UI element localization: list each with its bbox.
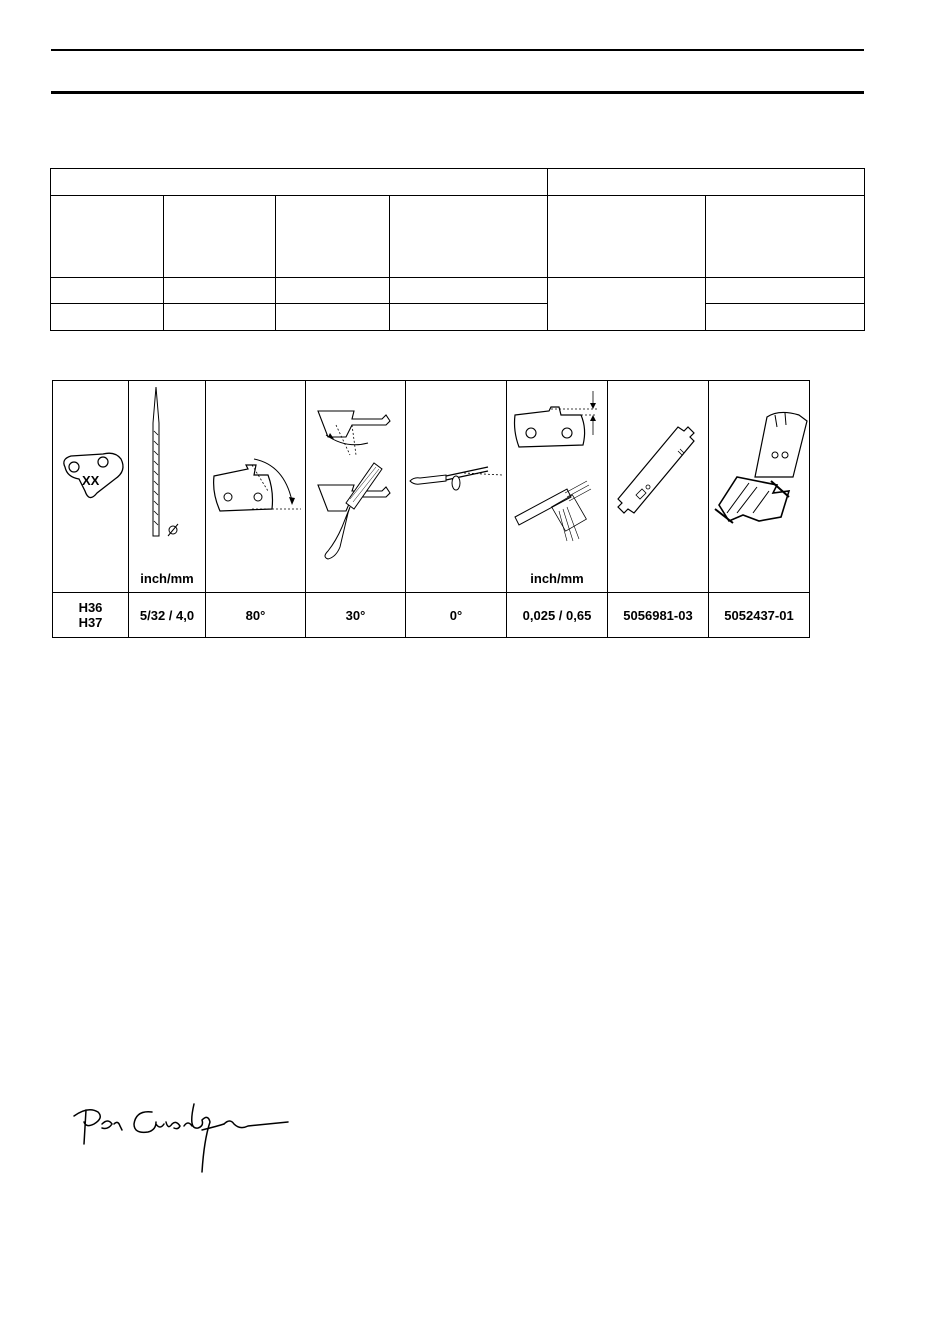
cutting-angle-cell	[406, 381, 507, 593]
spec-table-row	[51, 278, 865, 304]
side-plate-angle-cell	[306, 381, 406, 593]
spec-group-header-left	[51, 169, 548, 196]
spec-cell	[706, 304, 865, 331]
file-gauge-cell	[608, 381, 709, 593]
spec-col-header	[390, 196, 548, 278]
top-plate-angle-value: 80°	[206, 593, 306, 638]
round-file-icon	[129, 381, 206, 592]
spec-cell	[164, 304, 276, 331]
spec-cell	[706, 278, 865, 304]
depth-gauge-cell	[507, 381, 608, 593]
cutter-marking-label: XX	[82, 473, 100, 488]
spec-col-header	[51, 196, 164, 278]
chain-type-cell	[53, 593, 129, 638]
file-diameter-cell	[129, 381, 206, 593]
depth-gauge-unit: inch/mm	[530, 571, 584, 586]
depth-gauge-value: 0,025 / 0,65	[507, 593, 608, 638]
cutter-marking-cell	[53, 381, 129, 593]
spec-cell	[276, 278, 390, 304]
top-plate-angle-icon	[206, 381, 306, 592]
top-plate-angle-cell	[206, 381, 306, 593]
spec-col-header	[706, 196, 865, 278]
spec-col-header	[548, 196, 706, 278]
bar-chain-spec-table	[50, 168, 865, 331]
header-rule-top	[51, 49, 864, 51]
file-holder-cell	[709, 381, 810, 593]
spec-col-header	[164, 196, 276, 278]
spec-table-group-header-row	[51, 169, 865, 196]
spec-cell	[390, 304, 548, 331]
sharpening-data-table	[52, 380, 810, 638]
spec-cell	[51, 278, 164, 304]
sharpening-illustration-row	[53, 381, 810, 593]
file-holder-tool-icon	[709, 381, 810, 592]
file-diameter-value: 5/32 / 4,0	[129, 593, 206, 638]
spec-cell	[51, 304, 164, 331]
spec-group-header-right	[548, 169, 865, 196]
side-plate-angle-value: 30°	[306, 593, 406, 638]
spec-table-row	[51, 304, 865, 331]
handwritten-signature	[68, 1100, 298, 1180]
chain-type-h37: H37	[78, 615, 103, 630]
spec-cell	[164, 278, 276, 304]
sharpening-values-row	[53, 593, 810, 638]
depth-gauge-icon	[507, 381, 608, 592]
header-rule-bottom	[51, 91, 864, 94]
file-holder-part-number: 5052437-01	[709, 593, 810, 638]
file-diameter-unit: inch/mm	[140, 571, 194, 586]
spec-cell	[390, 278, 548, 304]
cutting-angle-value: 0°	[406, 593, 507, 638]
chain-type-h36: H36	[78, 600, 103, 615]
cutting-angle-icon	[406, 381, 507, 592]
file-gauge-tool-icon	[608, 381, 709, 592]
side-plate-angle-icon	[306, 381, 406, 592]
spec-table-column-header-row	[51, 196, 865, 278]
spec-cell	[276, 304, 390, 331]
file-gauge-part-number: 5056981-03	[608, 593, 709, 638]
spec-col-header	[276, 196, 390, 278]
spec-cell-merged	[548, 278, 706, 331]
